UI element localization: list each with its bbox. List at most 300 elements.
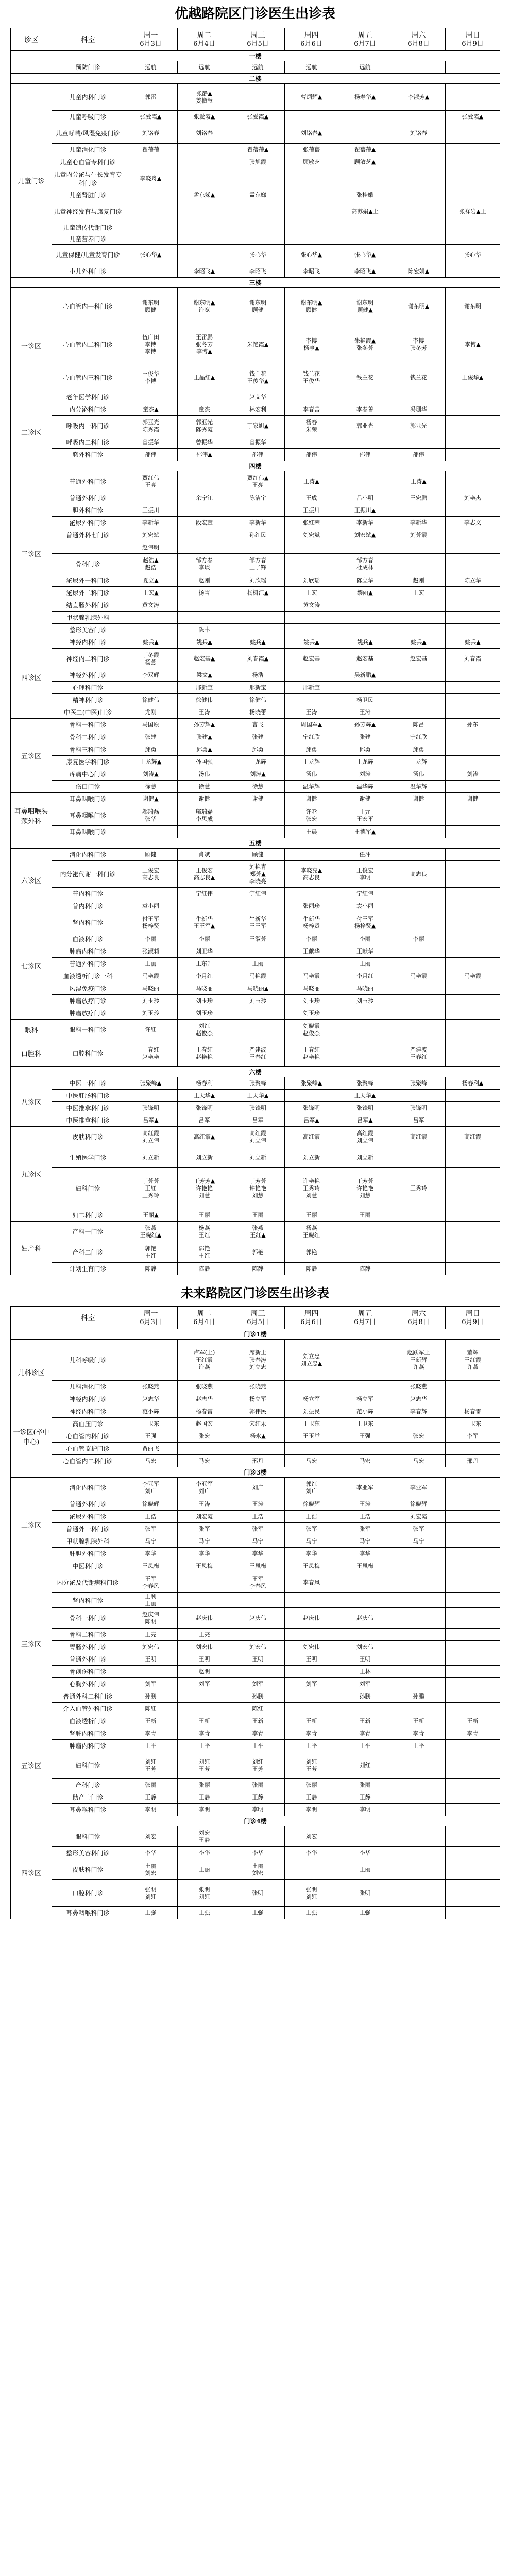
day-header	[446, 1307, 500, 1329]
doctor-cell	[231, 84, 285, 111]
doctor-cell	[338, 1430, 392, 1443]
doctor-cell	[446, 1498, 500, 1511]
doctor-cell	[231, 1859, 285, 1880]
doctor-name: 刘广	[305, 1487, 317, 1495]
doctor-name: 张静▲	[196, 90, 212, 97]
dept-cell: 血液透析门诊	[52, 1715, 124, 1727]
doctor-name: 张军	[413, 1525, 424, 1532]
doctor-cell	[338, 900, 392, 912]
doctor-cell	[178, 945, 231, 958]
doctor-name: 李亚军	[356, 1484, 373, 1491]
doctor-name: 张祥岩▲上	[459, 208, 486, 215]
doctor-cell	[178, 1443, 231, 1455]
table-row	[11, 1340, 500, 1381]
doctor-name: 杨燕	[198, 1224, 210, 1231]
doctor-cell	[446, 265, 500, 278]
doctor-cell	[446, 781, 500, 793]
doctor-name: 李明	[359, 874, 371, 881]
doctor-name: 王振川▲	[354, 506, 376, 514]
doctor-name: 高红霞	[410, 1133, 427, 1140]
doctor-cell	[124, 933, 178, 945]
doctor-name: 许燕	[198, 1363, 210, 1370]
doctor-cell	[124, 719, 178, 731]
doctor-cell	[392, 756, 446, 768]
doctor-name: 谢东明	[142, 299, 159, 306]
doctor-cell	[231, 933, 285, 945]
doctor-name: 赵宏基	[356, 655, 373, 662]
doctor-cell	[338, 1077, 392, 1090]
doctor-cell	[124, 587, 178, 599]
table-row	[11, 706, 500, 719]
doctor-name: 张冬芳	[410, 344, 427, 351]
doctor-cell	[285, 682, 338, 694]
doctor-cell	[231, 743, 285, 756]
table-row	[11, 636, 500, 649]
doctor-cell	[231, 1147, 285, 1168]
doctor-name: 李华	[252, 1550, 264, 1557]
doctor-cell	[446, 156, 500, 168]
doctor-cell	[285, 1242, 338, 1263]
doctor-cell	[178, 1715, 231, 1727]
doctor-cell	[446, 768, 500, 781]
dept-cell: 心血管内三科门诊	[52, 364, 124, 391]
doctor-cell	[446, 1641, 500, 1653]
table-row	[11, 1629, 500, 1641]
doctor-name: 王龙辉▲	[140, 758, 162, 765]
doctor-cell	[285, 1127, 338, 1147]
doctor-cell	[338, 1102, 392, 1114]
doctor-cell	[124, 1629, 178, 1641]
doctor-cell	[231, 849, 285, 861]
doctor-cell	[178, 144, 231, 156]
doctor-name: 刘红	[145, 1893, 157, 1900]
doctor-cell	[392, 156, 446, 168]
doctor-cell	[178, 706, 231, 719]
dept-cell: 肝胆外科门诊	[52, 1548, 124, 1560]
doctor-cell	[285, 826, 338, 838]
doctor-name: 刘立新	[303, 1154, 320, 1161]
doctor-name: 王静	[252, 1793, 264, 1801]
doctor-cell	[231, 1629, 285, 1641]
doctor-cell	[285, 201, 338, 222]
dept-cell: 耳鼻咽喉门诊	[52, 805, 124, 826]
doctor-name: 王新	[252, 1717, 264, 1724]
doctor-cell	[231, 1560, 285, 1572]
doctor-name: 郭艳	[305, 1248, 317, 1256]
doctor-name: 王芳	[252, 1765, 264, 1772]
table-row	[11, 649, 500, 669]
doctor-cell	[124, 636, 178, 649]
floor-row	[11, 51, 500, 61]
doctor-cell	[338, 1847, 392, 1859]
doctor-name: 王振川	[142, 506, 159, 514]
doctor-cell	[392, 189, 446, 201]
doctor-name: 李琰	[198, 564, 210, 571]
doctor-name: 刘玉珍	[196, 1009, 213, 1016]
doctor-cell	[285, 1418, 338, 1430]
doctor-cell	[124, 403, 178, 416]
doctor-cell	[231, 624, 285, 636]
doctor-name: 李昭飞	[303, 267, 320, 275]
doctor-cell	[178, 1222, 231, 1242]
doctor-cell	[392, 649, 446, 669]
header-row	[11, 28, 500, 51]
doctor-cell	[231, 719, 285, 731]
doctor-name: 任冲	[359, 851, 371, 858]
table-row	[11, 541, 500, 554]
doctor-cell	[285, 1560, 338, 1572]
doctor-name: 丁家旭▲	[247, 422, 269, 429]
doctor-cell	[338, 612, 392, 624]
table-row	[11, 1847, 500, 1859]
doctor-cell	[285, 529, 338, 541]
doctor-cell	[446, 1548, 500, 1560]
doctor-name: 黄文涛	[303, 601, 320, 608]
doctor-name: 赵庆伟	[142, 1611, 159, 1618]
table-row	[11, 1548, 500, 1560]
doctor-cell	[124, 1523, 178, 1535]
doctor-name: 姚兵▲	[357, 638, 373, 646]
doctor-cell	[446, 1405, 500, 1418]
doctor-cell	[285, 1859, 338, 1880]
dept-cell: 肾内科门诊	[52, 1593, 124, 1608]
doctor-name: 姚兵▲	[303, 638, 319, 646]
doctor-name: 邵伟	[305, 451, 317, 458]
doctor-cell	[231, 587, 285, 599]
doctor-cell	[338, 403, 392, 416]
doctor-cell	[178, 731, 231, 743]
doctor-name: 王强	[145, 1432, 157, 1439]
doctor-cell	[446, 1168, 500, 1209]
floor-row	[11, 1467, 500, 1478]
doctor-name: 赵跃军上	[407, 1349, 430, 1356]
doctor-name: 刘广	[198, 1487, 210, 1495]
doctor-cell	[124, 1666, 178, 1678]
dept-cell: 神经内科门诊	[52, 1405, 124, 1418]
doctor-name: 刘红	[198, 1893, 210, 1900]
doctor-name: 钱兰花	[249, 370, 266, 377]
table-row	[11, 1168, 500, 1209]
doctor-cell	[231, 61, 285, 74]
date-label: 6月4日	[193, 1318, 215, 1326]
doctor-name: 邱勇	[252, 745, 264, 753]
doctor-cell	[231, 1077, 285, 1090]
doctor-name: 杨卫民	[356, 696, 373, 703]
doctor-cell	[285, 1523, 338, 1535]
doctor-cell	[124, 554, 178, 574]
doctor-cell	[338, 1147, 392, 1168]
dept-cell: 普内科门诊	[52, 888, 124, 900]
doctor-name: 王浩	[305, 1513, 317, 1520]
doctor-name: 王晶红▲	[193, 374, 215, 381]
doctor-name: 张建▲	[196, 733, 212, 740]
doctor-cell	[392, 1804, 446, 1816]
doctor-name: 王龙辉	[249, 758, 266, 765]
doctor-cell	[392, 168, 446, 189]
doctor-cell	[338, 768, 392, 781]
dept-cell: 小儿外科门诊	[52, 265, 124, 278]
doctor-cell	[124, 1443, 178, 1455]
doctor-name: 张锋明	[410, 1104, 427, 1111]
doctor-cell	[446, 123, 500, 144]
doctor-name: 陈丰	[198, 626, 210, 633]
doctor-cell	[285, 1791, 338, 1804]
doctor-name: 刘慧	[198, 1192, 210, 1199]
doctor-name: 王俊华	[142, 370, 159, 377]
doctor-cell	[285, 1690, 338, 1703]
dept-cell: 眼科一科门诊	[52, 1020, 124, 1040]
doctor-name: 刘铭春	[410, 129, 427, 137]
doctor-cell	[446, 1752, 500, 1779]
doctor-name: 姚兵▲	[196, 638, 212, 646]
doctor-name: 王凤梅	[249, 1562, 266, 1569]
doctor-cell	[392, 731, 446, 743]
doctor-name: 王新	[359, 1717, 371, 1724]
dept-cell: 耳鼻咽喉科门诊	[52, 1907, 124, 1919]
doctor-name: 邵伟▲	[196, 451, 212, 458]
table-row	[11, 958, 500, 970]
doctor-cell	[392, 1727, 446, 1740]
doctor-cell	[124, 1077, 178, 1090]
doctor-cell	[178, 1608, 231, 1629]
doctor-cell	[178, 694, 231, 706]
doctor-cell	[338, 1572, 392, 1593]
doctor-cell	[231, 1511, 285, 1523]
doctor-cell	[124, 288, 178, 325]
doctor-cell	[392, 1666, 446, 1678]
doctor-name: 王子锋	[249, 564, 266, 571]
doctor-cell	[392, 1523, 446, 1535]
doctor-cell	[392, 1791, 446, 1804]
doctor-cell	[285, 391, 338, 403]
doctor-name: 高红霞	[356, 1129, 373, 1137]
doctor-cell	[285, 1209, 338, 1222]
doctor-cell	[178, 1859, 231, 1880]
doctor-name: 王红霞	[196, 1356, 213, 1363]
doctor-cell	[124, 793, 178, 805]
table-row	[11, 1114, 500, 1127]
dept-cell: 骨创伤科门诊	[52, 1666, 124, 1678]
doctor-cell	[231, 706, 285, 719]
dept-cell: 儿童呼吸门诊	[52, 111, 124, 123]
doctor-name: 刘红	[305, 1758, 317, 1765]
doctor-cell	[231, 1593, 285, 1608]
doctor-name: 谢东明▲	[300, 299, 322, 306]
table-row	[11, 1690, 500, 1703]
doctor-cell	[338, 781, 392, 793]
doctor-cell	[446, 1572, 500, 1593]
doctor-cell	[446, 599, 500, 612]
doctor-cell	[392, 111, 446, 123]
doctor-cell	[392, 1393, 446, 1405]
doctor-name: 邱勇▲	[196, 745, 212, 753]
doctor-name: 王振川	[303, 506, 320, 514]
doctor-name: 吕小明	[356, 494, 373, 501]
doctor-name: 钱兰花	[303, 370, 320, 377]
doctor-cell	[124, 1007, 178, 1020]
dept-cell: 普通外科门诊	[52, 471, 124, 492]
doctor-cell	[392, 222, 446, 233]
doctor-name: 徐健伟	[142, 696, 159, 703]
doctor-name: 孙红民	[249, 531, 266, 538]
doctor-name: 刘涛▲	[143, 770, 159, 777]
doctor-name: 杨燕	[305, 1224, 317, 1231]
doctor-name: 张明	[145, 1886, 157, 1893]
doctor-name: 张建	[252, 733, 264, 740]
doctor-name: 李青	[145, 1730, 157, 1737]
doctor-cell	[285, 1040, 338, 1067]
table-row	[11, 1715, 500, 1727]
dept-cell: 骨科二科门诊	[52, 1629, 124, 1641]
doctor-name: 张锋明	[142, 1104, 159, 1111]
doctor-cell	[178, 1907, 231, 1919]
doctor-name: 贾红伟	[142, 474, 159, 481]
doctor-cell	[285, 156, 338, 168]
doctor-name: 贾丽飞	[142, 1445, 159, 1452]
zone-cell: 五诊区	[11, 719, 52, 793]
zone-cell: 六诊区	[11, 849, 52, 912]
doctor-cell	[446, 1242, 500, 1263]
doctor-name: 赵宏基▲	[193, 655, 215, 662]
doctor-name: 邹方春	[196, 556, 213, 564]
date-label: 6月9日	[462, 1318, 484, 1326]
doctor-cell	[446, 706, 500, 719]
doctor-cell	[124, 201, 178, 222]
doctor-name: 邱勇	[305, 745, 317, 753]
doctor-cell	[446, 1418, 500, 1430]
doctor-cell	[446, 1678, 500, 1690]
doctor-cell	[285, 958, 338, 970]
doctor-name: 王元	[359, 808, 371, 815]
doctor-name: 刘春霞	[464, 655, 481, 662]
doctor-name: 王亮	[145, 1631, 157, 1638]
doctor-cell	[124, 436, 178, 449]
doctor-cell	[231, 1715, 285, 1727]
doctor-cell	[392, 995, 446, 1007]
table-row	[11, 1703, 500, 1715]
doctor-name: 王红霞	[464, 1356, 481, 1363]
doctor-cell	[285, 416, 338, 436]
doctor-cell	[231, 471, 285, 492]
doctor-name: 王丽	[252, 1211, 264, 1218]
dept-cell: 甲状腺乳腺外科	[52, 1535, 124, 1548]
dept-cell: 中医推拿科门诊	[52, 1114, 124, 1127]
doctor-name: 王林	[359, 1668, 371, 1675]
doctor-name: 张心华▲	[140, 251, 162, 258]
doctor-name: 王涛	[359, 708, 371, 716]
day-header	[231, 1307, 285, 1329]
doctor-name: 刘宏伟	[356, 1643, 373, 1650]
table-row	[11, 189, 500, 201]
doctor-cell	[285, 517, 338, 529]
doctor-name: 张军	[252, 1525, 264, 1532]
dept-cell: 皮肤科门诊	[52, 1859, 124, 1880]
doctor-name: 李明	[145, 1806, 157, 1813]
doctor-name: 谢东明▲	[193, 299, 215, 306]
doctor-name: 王利	[145, 1593, 157, 1600]
doctor-name: 王宏	[305, 589, 317, 596]
doctor-cell	[124, 982, 178, 995]
dept-cell: 中医科门诊	[52, 1560, 124, 1572]
doctor-name: 范小辉	[356, 1408, 373, 1415]
doctor-cell	[285, 1804, 338, 1816]
zone-header	[11, 1307, 52, 1329]
doctor-name: 李淑芳▲	[407, 93, 430, 100]
doctor-name: 邹方春	[249, 556, 266, 564]
dept-cell: 消化内科门诊	[52, 1478, 124, 1498]
doctor-cell	[178, 1678, 231, 1690]
doctor-name: 杨春雷	[196, 1408, 213, 1415]
table-row	[11, 982, 500, 995]
doctor-cell	[392, 1572, 446, 1593]
doctor-cell	[178, 1020, 231, 1040]
doctor-name: 梁文▲	[196, 671, 212, 679]
doctor-cell	[338, 144, 392, 156]
dept-cell: 骨科二科门诊	[52, 731, 124, 743]
table-row	[11, 1740, 500, 1752]
doctor-name: 王秀玲	[142, 1192, 159, 1199]
doctor-cell	[338, 912, 392, 933]
doctor-name: 赵志华	[410, 1395, 427, 1402]
doctor-name: 李昭飞▲	[354, 267, 376, 275]
doctor-cell	[124, 1498, 178, 1511]
doctor-cell	[178, 669, 231, 682]
doctor-name: 李春风	[142, 1582, 159, 1589]
doctor-name: 李青	[359, 1730, 371, 1737]
doctor-name: 宁红伟	[249, 890, 266, 897]
doctor-cell	[124, 1826, 178, 1847]
doctor-cell	[392, 982, 446, 995]
doctor-cell	[178, 1007, 231, 1020]
table-row	[11, 403, 500, 416]
table-row	[11, 1478, 500, 1498]
doctor-cell	[392, 1740, 446, 1752]
doctor-name: 李明	[198, 1806, 210, 1813]
doctor-name: 张淑莉	[142, 947, 159, 955]
doctor-cell	[338, 1678, 392, 1690]
doctor-cell	[178, 1455, 231, 1467]
doctor-name: 王宏平	[356, 815, 373, 822]
doctor-name: 林宏利	[249, 405, 266, 413]
doctor-name: 远航	[305, 63, 317, 71]
doctor-name: 刘振民	[303, 1408, 320, 1415]
doctor-name: 赵浩▲	[143, 556, 159, 564]
dept-cell: 儿童营养门诊	[52, 233, 124, 245]
doctor-name: 刘铭春	[142, 129, 159, 137]
table-row	[11, 1090, 500, 1102]
doctor-name: 谢健	[359, 795, 371, 802]
doctor-name: 高红霞▲	[193, 1133, 215, 1140]
table-row	[11, 912, 500, 933]
doctor-name: 陈静	[305, 1265, 317, 1272]
doctor-name: 杨永▲	[250, 1432, 266, 1439]
doctor-name: 马晓丽	[356, 985, 373, 992]
doctor-name: 刘宏	[305, 1833, 317, 1840]
doctor-name: 杨浩	[252, 671, 264, 679]
doctor-cell	[285, 743, 338, 756]
table-row	[11, 111, 500, 123]
doctor-name: 王秀玲	[303, 1184, 320, 1192]
doctor-name: 温华辉	[303, 783, 320, 790]
table-row	[11, 587, 500, 599]
doctor-name: 许晗	[305, 808, 317, 815]
doctor-cell	[285, 587, 338, 599]
floor-label: 六楼	[11, 1067, 500, 1077]
doctor-name: 刘立新	[142, 1154, 159, 1161]
doctor-cell	[124, 958, 178, 970]
doctor-name: 孙鹏	[359, 1692, 371, 1700]
doctor-name: 张军	[305, 1525, 317, 1532]
